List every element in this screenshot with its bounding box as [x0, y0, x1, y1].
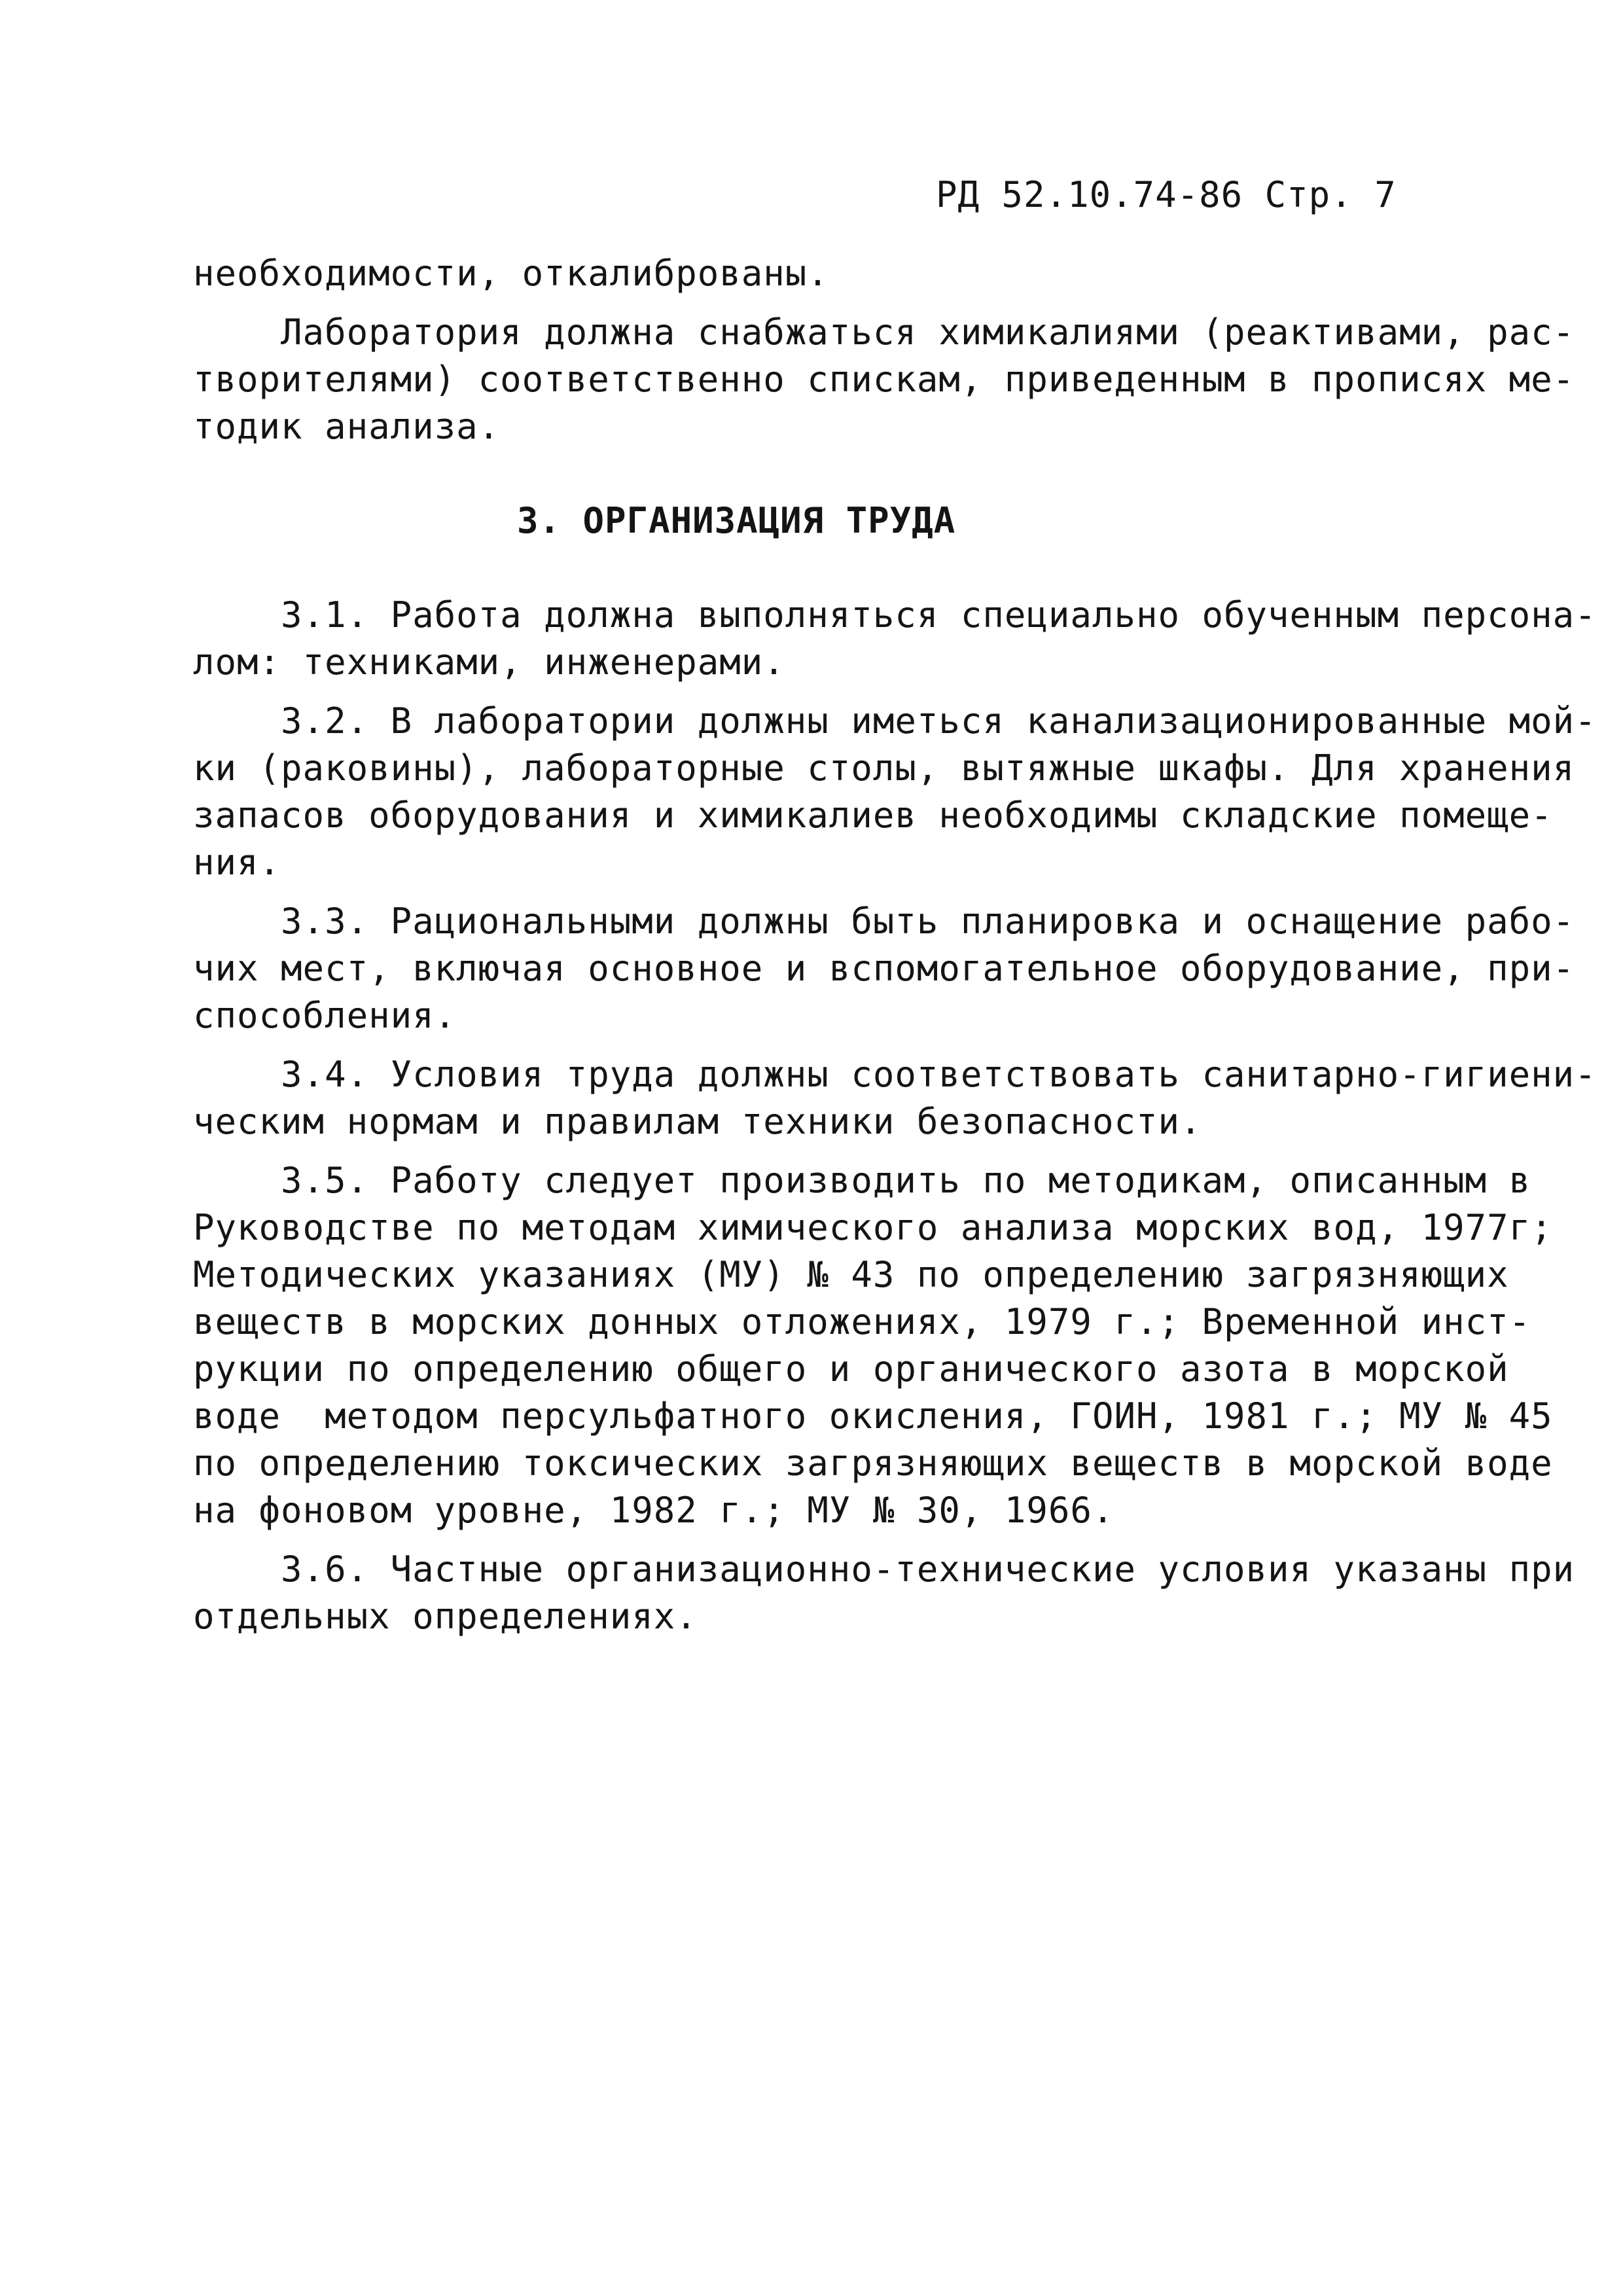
text-line: тодик анализа. [193, 406, 501, 447]
paragraph-3-5 [193, 1157, 1553, 1534]
text-line: необходимости, откалиброваны. [193, 253, 829, 294]
text-line: ния. [193, 842, 281, 883]
paragraph-3-6 [193, 1546, 1575, 1640]
paragraph-gap [193, 1145, 1417, 1157]
text-line: ческим нормам и правилам техники безопасности. [193, 1101, 1202, 1142]
text-line: 3.6. Частные организационно-технические условия указаны при [193, 1549, 1575, 1590]
text-line: на фоновом уровне, 1982 г.; МУ № 30, 1966. [193, 1490, 1115, 1531]
text-line: 3.5. Работу следует производить по методикам, описанным в [193, 1160, 1531, 1201]
text-line: Лаборатория должна снабжаться химикалиями (реактивами, рас- [193, 312, 1575, 353]
paragraph-gap [193, 686, 1417, 698]
text-line: 3.1. Работа должна выполняться специально обученным персона- [193, 594, 1597, 636]
paragraph-3-2 [193, 698, 1597, 886]
text-line: лом: техниками, инженерами. [193, 641, 785, 683]
text-line: веществ в морских донных отложениях, 1979 г.; Временной инст- [193, 1301, 1531, 1342]
text-line: Руководстве по методам химического анализа морских вод, 1977г; [193, 1207, 1553, 1248]
text-line: Методических указаниях (МУ) № 43 по определению загрязняющих [193, 1254, 1509, 1295]
text-line: отдельных определениях. [193, 1596, 698, 1637]
text-line: запасов оборудования и химикалиев необходимы складские помеще- [193, 795, 1553, 836]
section-gap [193, 545, 1417, 592]
text-line: воде методом персульфатного окисления, ГОИН, 1981 г.; МУ № 45 [193, 1395, 1553, 1437]
text-line: способления. [193, 995, 457, 1036]
text-line: ки (раковины), лабораторные столы, вытяжные шкафы. Для хранения [193, 747, 1575, 789]
paragraph-gap [193, 886, 1417, 898]
text-line: 3.3. Рациональными должны быть планировка и оснащение рабо- [193, 901, 1575, 942]
paragraph-gap [193, 1039, 1417, 1051]
text-line: рукции по определению общего и органического азота в морской [193, 1348, 1509, 1390]
document-body [193, 250, 1597, 1640]
text-line: творителями) соответственно спискам, приведенным в прописях ме- [193, 359, 1575, 400]
intro-paragraph-1 [193, 250, 1417, 297]
text-line: по определению токсических загрязняющих веществ в морской воде [193, 1443, 1553, 1484]
paragraph-gap [193, 297, 1417, 309]
intro-paragraph-2 [193, 309, 1575, 450]
paragraph-3-3 [193, 898, 1575, 1039]
text-line: 3.4. Условия труда должны соответствовать санитарно-гигиени- [193, 1054, 1597, 1095]
paragraph-gap [193, 1534, 1417, 1546]
text-line: 3.2. В лаборатории должны иметься канализационированные мой- [193, 700, 1597, 742]
document-reference: РД 52.10.74-86 Стр. 7 [936, 174, 1397, 215]
paragraph-3-1 [193, 592, 1597, 686]
paragraph-3-4 [193, 1051, 1597, 1145]
section-title: 3. ОРГАНИЗАЦИЯ ТРУДА [517, 500, 956, 541]
section-gap [193, 450, 1417, 497]
text-line: чих мест, включая основное и вспомогательное оборудование, при- [193, 948, 1575, 989]
